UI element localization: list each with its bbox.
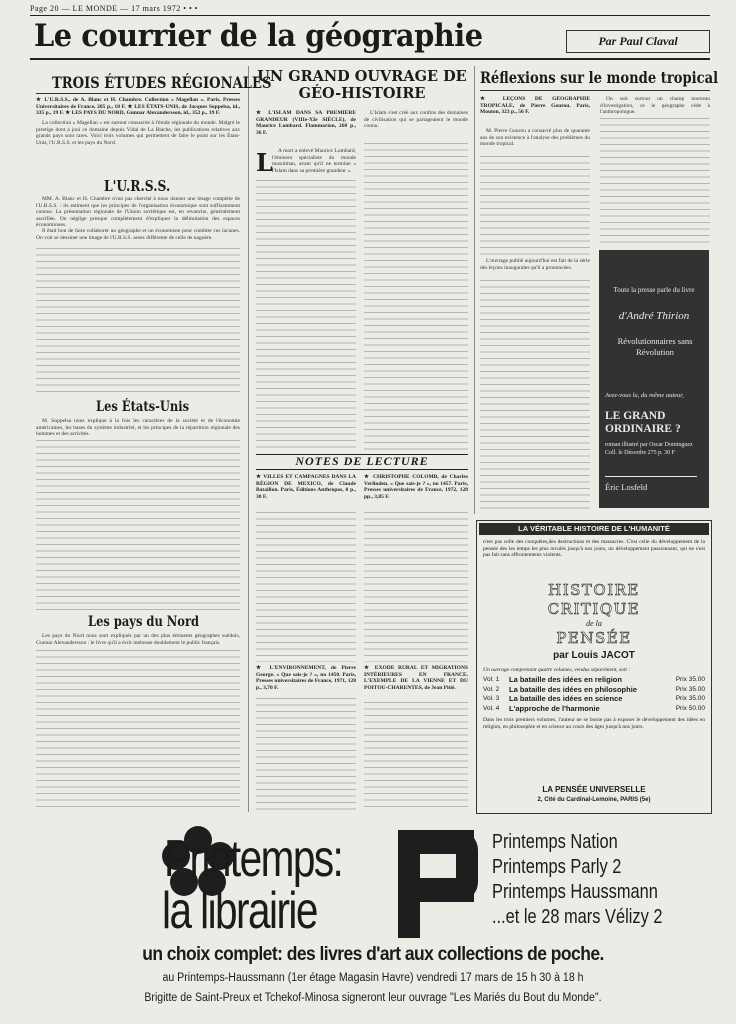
paragraph: On suit surtout un champ nouveau d'investigation, ce le géographe cède à l'anthropologue. xyxy=(600,96,710,115)
left-urss-body xyxy=(36,196,240,226)
left-heading-urss: L'U.R.S.S. xyxy=(104,177,171,195)
left-heading-nord: Les pays du Nord xyxy=(88,614,200,630)
left-heading-usa: Les États-Unis xyxy=(96,399,190,415)
ad-outro: Dans les trois premiers volumes, l'auteur ne se borne pas à exposer le développement des idées en religion, en philosophie et en science au cours des âges jusqu'à nos jours. xyxy=(483,717,705,730)
store-name: Printemps Haussmann xyxy=(492,881,658,903)
store-list xyxy=(492,830,692,930)
thirion-ad[interactable] xyxy=(599,250,709,508)
text-block xyxy=(256,698,356,812)
text-block xyxy=(364,512,468,662)
page-banner: Le courrier de la géographie xyxy=(34,18,483,54)
note-ref-3: ★ CHRISTOPHE COLOMB, de Charles Verlinden. « Que sais-je ? », no 1457. Paris, Presses universitaires de France, 1972, 128 pp., 3,85 F. xyxy=(364,474,468,500)
ad-header: LA VÉRITABLE HISTOIRE DE L'HUMANITÉ xyxy=(518,524,670,533)
ad-desc: roman illustré par Oscar Dominguez Coll. le Désordre 275 p. 30 F xyxy=(605,442,693,456)
mid-body1 xyxy=(272,148,356,176)
volume-row xyxy=(483,704,705,714)
text-block xyxy=(36,650,240,812)
notes-title: NOTES DE LECTURE xyxy=(295,454,429,468)
volume-row xyxy=(483,685,705,695)
ad-rule xyxy=(605,476,697,477)
ad-top-line: Toute la presse parle du livre xyxy=(613,286,695,294)
mid-article-title: UN GRAND OUVRAGE DE GÉO-HISTOIRE xyxy=(257,68,467,102)
volume-price: Prix 35.00 xyxy=(675,685,705,693)
left-article-title: TROIS ÉTUDES RÉGIONALES xyxy=(52,73,272,92)
paragraph: L'Islam s'est créé aux confins des domaines de civilisation qui se partageaient le monde connu. xyxy=(364,110,468,129)
right-refs: ★ LEÇONS DE GÉOGRAPHIE TROPICALE, de Pierre Gourou. Paris, Mouton, 323 p., 56 F. xyxy=(480,96,590,115)
ad-headline-2: la librairie xyxy=(162,882,317,940)
ad-title-1: HISTOIRE xyxy=(548,581,640,599)
ad-headline-1: Printemps: xyxy=(164,830,343,888)
note-ref-2: ★ L'ENVIRONNEMENT, de Pierre George. « Que sais-je ? », no 1450. Paris, Presses universitaires de France, 1971, 128 p., 3,70 F. xyxy=(256,665,356,691)
volume-row xyxy=(483,694,705,704)
printemps-ad[interactable] xyxy=(56,822,690,1018)
column-divider xyxy=(474,66,475,514)
right-article-title: Réflexions sur le monde tropical xyxy=(480,68,719,87)
volume-row xyxy=(483,675,705,685)
ad-title-4: PENSÉE xyxy=(556,629,632,647)
volume-title: La bataille des idées en philosophie xyxy=(509,684,637,694)
left-refs: ★ L'U.R.S.S., de A. Blanc et H. Chambre. Collection « Magellan ». Paris, Presses Universitaires de France, 285 p., 18 F. ★ LES ÉTATS-UNIS, de Jacques Soppelsa, id., 335 p., 19 F. ★ LES PAYS DU NORD, Gunnar Alexandersson, id., 352 p., 19 F. xyxy=(36,97,240,116)
note-ref-1: ★ VILLES ET CAMPAGNES DANS LA RÉGION DE MEXICO, de Claude Bataillon. Paris, Éditions Anthropos, 8 p., 30 F. xyxy=(256,474,356,500)
ad-vols-intro: Un ouvrage comprenant quatre volumes, vendus séparément, soit : xyxy=(483,667,631,673)
ad-publisher: LA PENSÉE UNIVERSELLE xyxy=(542,785,646,794)
paragraph: A mort a enlevé Maurice Lombard, l'éminent spécialiste du monde musulman, avant qu'il ne termine « l'Islam dans sa première grandeur ». xyxy=(272,148,356,174)
volume-title: L'approche de l'harmonie xyxy=(509,703,600,713)
paragraph: M. Pierre Gourou a consacré plus de quarante ans de son existence à l'analyse des problèmes du monde tropical. xyxy=(480,128,590,147)
volume-price: Prix 35.00 xyxy=(675,676,705,683)
store-name: Printemps Nation xyxy=(492,831,618,853)
banner-rule xyxy=(30,58,710,60)
right-body2 xyxy=(480,258,590,278)
text-block xyxy=(600,118,710,246)
paragraph: Il était bon de faire collaborer un géographe et un économiste pour combler ces lacunes. On voit se dessiner une image de l'U.R.S.S. assez différente de celle de naguère. xyxy=(36,228,240,241)
text-block xyxy=(364,702,468,812)
mid-body2 xyxy=(364,110,468,140)
top-rule xyxy=(30,15,710,16)
text-block xyxy=(36,248,240,396)
title-rule xyxy=(36,93,240,94)
volume-title: La bataille des idées en religion xyxy=(509,675,622,684)
left-nord-body xyxy=(36,633,240,647)
ad-publisher: Éric Losfeld xyxy=(605,482,648,492)
ad-tagline: un choix complet: des livres d'art aux collections de poche. xyxy=(142,944,604,965)
text-block xyxy=(256,180,356,450)
p-logo-icon xyxy=(398,830,484,938)
left-intro xyxy=(36,120,240,172)
ad-intro: n'est pas celle des conquêtes,des destructions et des massacres. C'est celle du développement de la pensée des les temps les plus reculés jusqu'à nos jours, un développement passionnant, qui ne s'est pas fait sans affrontements violents. xyxy=(483,539,705,558)
store-name: ...et le 28 mars Vélizy 2 xyxy=(492,906,663,928)
text-block xyxy=(364,143,468,450)
ad-question: Avez-vous lu, du même auteur, xyxy=(605,392,684,399)
volume-number: Vol. 2 xyxy=(483,685,500,693)
left-intro-text: La collection « Magellan » est surtout consacrée à l'étude régionale du monde. Malgré le prestige dont a joui ce domaine depuis Vidal de La Blache, les publications relatives aux grands pays sont rares. Voici trois volumes qui permettent de faire le point sur les États-Unis, l'U.R.S.S. et les pays du Nord. xyxy=(36,120,240,146)
paragraph: MM. A. Blanc et H. Chambre n'ont pas cherché à nous donner une image complète de l'U.R.S.S. : ils estiment que les principes de l'organisation économique sont suffisamment connus. La présentation régionale de l'Union soviétique est, en revanche, généralement sacrifiée. On néglige presque complètement d'expliquer la délimitation des espaces économiques. xyxy=(36,196,240,226)
left-usa-body xyxy=(36,418,240,438)
text-block xyxy=(480,280,590,510)
volume-list xyxy=(483,675,705,713)
volume-price: Prix 50.00 xyxy=(675,704,705,712)
text-block xyxy=(256,512,356,662)
volume-price: Prix 35.00 xyxy=(675,695,705,702)
volume-number: Vol. 1 xyxy=(483,676,500,683)
drop-cap: L xyxy=(256,148,273,177)
byline: Par Paul Claval xyxy=(566,30,710,53)
column-divider xyxy=(248,66,249,812)
title-rule xyxy=(480,90,710,91)
volume-number: Vol. 4 xyxy=(483,704,500,712)
note-ref-4: ★ EXODE RURAL ET MIGRATIONS INTÉRIEURES EN FRANCE. L'EXEMPLE DE LA VIENNE ET DU POITOU-CHARENTES, de Jean Pitié. xyxy=(364,665,468,691)
ad-book-title: Révolutionnaires sans Révolution xyxy=(617,336,693,357)
left-urss-body2 xyxy=(36,228,240,246)
ad-address: 2, Cité du Cardinal-Lemoine, PARIS (5e) xyxy=(537,797,651,803)
history-ad[interactable] xyxy=(476,520,712,814)
paragraph: L'ouvrage publié aujourd'hui est fait de la série des leçons inaugurales qu'il a prononcées. xyxy=(480,258,590,271)
ad-event-line: au Printemps-Haussmann (1er étage Magasin Havre) vendredi 17 mars de 15 h 30 à 18 h xyxy=(162,972,584,984)
right-body3 xyxy=(600,96,710,116)
volume-number: Vol. 3 xyxy=(483,695,500,702)
ad-title-3: de la xyxy=(586,619,602,628)
ad-title-2: CRITIQUE xyxy=(547,600,641,618)
running-head: Page 20 — LE MONDE — 17 mars 1972 • • • xyxy=(30,4,199,13)
ad-author: par Louis JACOT xyxy=(553,650,635,661)
paragraph: Les pays du Nord nous sont expliqués par un des plus éminents géographes suédois, Gunnar Alexandersson : le livre qu'il a écrit intéresse doublement le public français. xyxy=(36,633,240,646)
store-name: Printemps Parly 2 xyxy=(492,856,622,878)
text-block xyxy=(480,156,590,256)
ad-author: d'André Thirion xyxy=(618,310,690,322)
ad-book2: LE GRAND ORDINAIRE ? xyxy=(605,410,681,435)
right-body1 xyxy=(480,128,590,154)
volume-title: La bataille des idées en science xyxy=(509,694,623,703)
text-block xyxy=(36,440,240,610)
paragraph: M. Soppelsa nous explique à la fois les caractères de la société et de l'économie américaines, les bases du système industriel, et les principes de la répartition régionale des hommes et des activités. xyxy=(36,418,240,437)
ad-signing-line: Brigitte de Saint-Preux et Tchekof-Minosa signeront leur ouvrage "Les Mariés du Bout du Monde". xyxy=(144,992,602,1004)
mid-refs: ★ L'ISLAM DANS SA PREMIÈRE GRANDEUR (VIIIe-XIe SIÈCLE), de Maurice Lombard. Flammarion, 260 p., 36 F. xyxy=(256,110,356,136)
